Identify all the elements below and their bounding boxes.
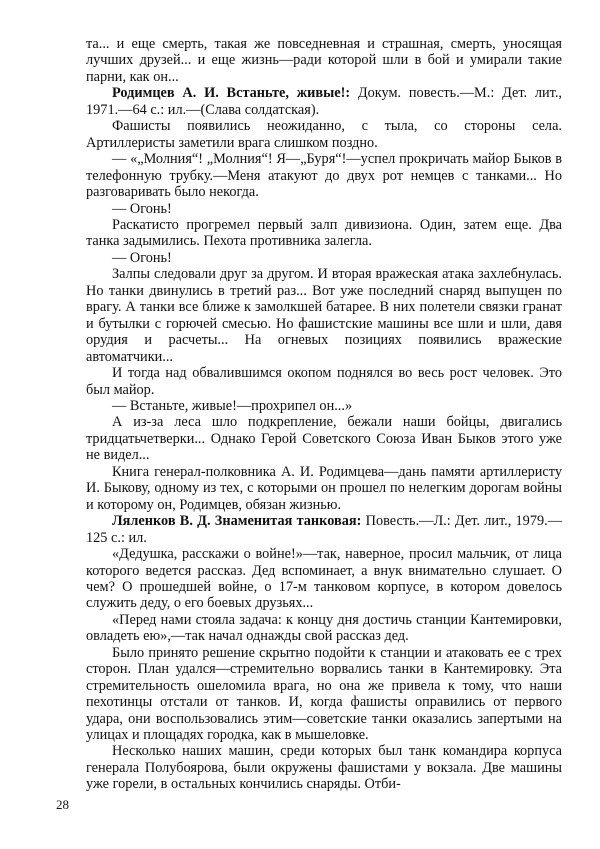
paragraph: — Огонь! (112, 249, 172, 266)
paragraph: «Перед нами стояла задача: к концу дня достичь станции Кантемировки, овладеть ею»,—так начал однажды свой рассказ дед. (86, 611, 562, 645)
paragraph: Залпы следовали друг за другом. И вторая вражеская атака захлебнулась. Но танки двинулись в третий раз... Вот уже последний снаряд выпущен по врагу. А танки все ближе к замолкшей батарее. В них полетели связки гранат и бутылки с горючей смесью. Но фашистские машины все шли и шли, давя орудия и расчеты... На огневых позициях появились вражеские автоматчики... (86, 266, 562, 365)
paragraph: «Дедушка, расскажи о войне!»—так, наверное, просил мальчик, от лица которого ведется рассказ. Дед вспоминает, а внук внимательно слушает. О чем? О прошедшей войне, о 17-м танковом корпусе, в котором довелось служить деду, о его боевых друзьях... (86, 546, 562, 612)
paragraph: Раскатисто прогремел первый залп дивизиона. Один, затем еще. Два танка задымились. Пехота противника залегла. (86, 216, 562, 250)
paragraph: Фашисты появились неожиданно, с тыла, со стороны села. Артиллеристы заметили врага слишком поздно. (86, 118, 562, 151)
book-info: Докум. повесть.—М.: Дет. лит., 1971.—64 с.: ил.—(Слава солдатская). (86, 85, 563, 118)
book-title: Ляленков В. Д. Знаменитая танковая: (112, 513, 362, 530)
paragraph: та... и еще смерть, такая же повседневная и страшная, смерть, уносящая лучших друзей... и еще жизнь—ради которой шли в бой и умирали такие парни, как он... (86, 36, 562, 85)
book-entry-rodimtsev (86, 85, 562, 118)
book-title: Родимцев А. И. Встаньте, живые!: (112, 85, 351, 102)
paragraph: — Огонь! (112, 200, 172, 217)
paragraph: — «„Молния“! „Молния“! Я—„Буря“!—успел прокричать майор Быков в телефонную трубку.—Меня атакуют до двух рот немцев с танками... Но разговаривать было некогда. (86, 151, 562, 201)
paragraph: — Встаньте, живые!—прохрипел он...» (112, 397, 353, 414)
paragraph: И тогда над обвалившимся окопом поднялся во весь рост человек. Это был майор. (86, 365, 562, 398)
page-number: 28 (56, 797, 69, 812)
book-info: Повесть.—Л.: Дет. лит., 1979.—125 с.: ил. (86, 513, 562, 546)
book-entry-lyalenkov (86, 513, 562, 546)
paragraph: Несколько наших машин, среди которых был танк командира корпуса генерала Полубоярова, были окружены фашистами у вокзала. Две машины уже горели, в остальных кончились снаряды. Отби- (86, 743, 562, 793)
paragraph: А из-за леса шло подкрепление, бежали наши бойцы, двигались тридцатьчетверки... Однако Герой Советского Союза Иван Быков этого уже не видел... (86, 414, 562, 464)
paragraph: Было принято решение скрытно подойти к станции и атаковать ее с трех сторон. План удался—стремительно ворвались танки в Кантемировку. Эта стремительность ошеломила врага, но она же привела к тому, что наши пехотинцы отстали от танков. И, когда фашисты оправились от первого удара, они воспользовались этим—советские танки оказались запертыми на улицах и площадях городка, как в мышеловке. (86, 644, 562, 744)
page-text (86, 36, 562, 793)
paragraph: Книга генерал-полковника А. И. Родимцева—дань памяти артиллеристу И. Быкову, одному из тех, с которыми он прошел по нелегким дорогам войны и которому он, Родимцев, обязан жизнью. (86, 463, 562, 513)
